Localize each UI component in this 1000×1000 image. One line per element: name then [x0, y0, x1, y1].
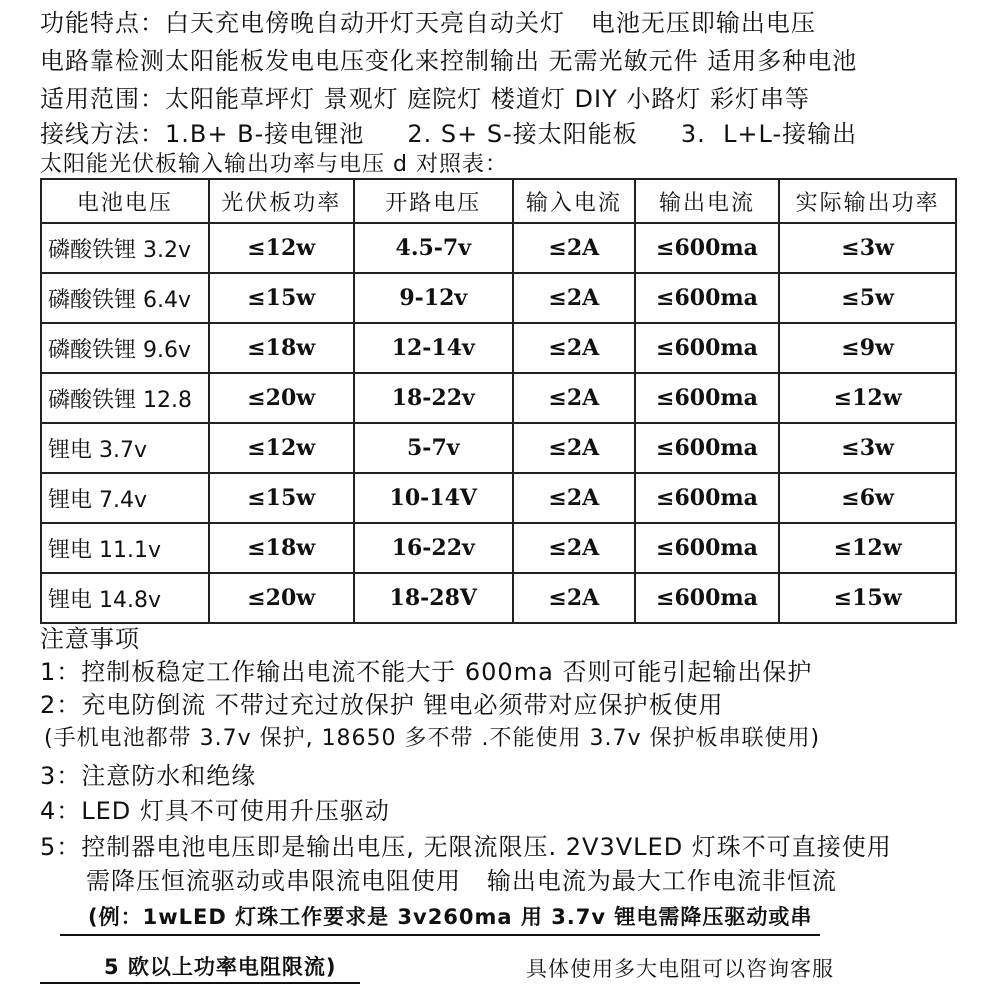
voltage-cell: 18-22v — [354, 373, 513, 423]
output-power-cell: ≤15w — [779, 573, 956, 623]
input-current-cell: ≤2A — [513, 273, 635, 323]
header-open-circuit-voltage: 开路电压 — [354, 179, 513, 223]
header-output-current: 输出电流 — [635, 179, 780, 223]
header-pv-power: 光伏板功率 — [209, 179, 354, 223]
voltage-cell: 9-12v — [354, 273, 513, 323]
input-current-cell: ≤2A — [513, 223, 635, 273]
table-row — [41, 373, 956, 423]
pv-power-cell: ≤12w — [209, 223, 354, 273]
note-4: 4：LED 灯具不可使用升压驱动 — [40, 797, 390, 825]
example-underline-1 — [60, 934, 820, 936]
note-2: 2：充电防倒流 不带过充过放保护 锂电必须带对应保护板使用 — [40, 691, 724, 719]
note-5-detail: 需降压恒流驱动或串限流电阻使用 输出电流为最大工作电流非恒流 — [86, 867, 837, 895]
table-row — [41, 223, 956, 273]
table-header-row — [41, 179, 956, 223]
output-power-cell: ≤12w — [779, 373, 956, 423]
table-row — [41, 273, 956, 323]
voltage-cell: 10-14V — [354, 473, 513, 523]
pv-power-cell: ≤20w — [209, 373, 354, 423]
table-caption: 太阳能光伏板输入输出功率与电压 d 对照表： — [40, 152, 508, 177]
table-row — [41, 423, 956, 473]
pv-power-cell: ≤15w — [209, 473, 354, 523]
header-input-current: 输入电流 — [513, 179, 635, 223]
output-current-cell: ≤600ma — [635, 423, 780, 473]
pv-power-cell: ≤12w — [209, 423, 354, 473]
features-line: 功能特点：白天充电傍晚自动开灯天亮自动关灯 电池无压即输出电压 — [40, 9, 816, 37]
circuit-description-line: 电路靠检测太阳能板发电电压变化来控制输出 无需光敏元件 适用多种电池 — [40, 47, 858, 75]
voltage-cell: 5-7v — [354, 423, 513, 473]
voltage-cell: 12-14v — [354, 323, 513, 373]
voltage-cell: 16-22v — [354, 523, 513, 573]
output-current-cell: ≤600ma — [635, 323, 780, 373]
battery-cell: 磷酸铁锂 3.2v — [41, 223, 209, 273]
battery-cell: 锂电 7.4v — [41, 473, 209, 523]
note-5: 5：控制器电池电压即是输出电压, 无限流限压. 2V3VLED 灯珠不可直接使用 — [40, 833, 892, 861]
battery-cell: 磷酸铁锂 9.6v — [41, 323, 209, 373]
output-current-cell: ≤600ma — [635, 273, 780, 323]
note-3: 3：注意防水和绝缘 — [40, 762, 257, 790]
output-power-cell: ≤3w — [779, 423, 956, 473]
input-current-cell: ≤2A — [513, 373, 635, 423]
output-power-cell: ≤5w — [779, 273, 956, 323]
note-2-detail: (手机电池都带 3.7v 保护, 18650 多不带 .不能使用 3.7v 保护板串联使用) — [44, 726, 821, 751]
battery-cell: 磷酸铁锂 6.4v — [41, 273, 209, 323]
table-row — [41, 473, 956, 523]
pv-power-cell: ≤18w — [209, 523, 354, 573]
input-current-cell: ≤2A — [513, 573, 635, 623]
output-current-cell: ≤600ma — [635, 523, 780, 573]
battery-cell: 锂电 11.1v — [41, 523, 209, 573]
pv-power-cell: ≤18w — [209, 323, 354, 373]
header-actual-output-power: 实际输出功率 — [779, 179, 956, 223]
notes-title: 注意事项 — [40, 625, 140, 653]
input-current-cell: ≤2A — [513, 523, 635, 573]
voltage-cell: 4.5-7v — [354, 223, 513, 273]
table-row — [41, 523, 956, 573]
input-current-cell: ≤2A — [513, 423, 635, 473]
note-1: 1：控制板稳定工作输出电流不能大于 600ma 否则可能引起输出保护 — [40, 658, 813, 686]
output-power-cell: ≤6w — [779, 473, 956, 523]
output-power-cell: ≤12w — [779, 523, 956, 573]
output-current-cell: ≤600ma — [635, 373, 780, 423]
application-scope-line: 适用范围：太阳能草坪灯 景观灯 庭院灯 楼道灯 DIY 小路灯 彩灯串等 — [40, 85, 810, 113]
table-row — [41, 323, 956, 373]
input-current-cell: ≤2A — [513, 323, 635, 373]
output-current-cell: ≤600ma — [635, 473, 780, 523]
battery-cell: 磷酸铁锂 12.8 — [41, 373, 209, 423]
output-power-cell: ≤9w — [779, 323, 956, 373]
battery-cell: 锂电 14.8v — [41, 573, 209, 623]
output-current-cell: ≤600ma — [635, 223, 780, 273]
header-battery-voltage: 电池电压 — [41, 179, 209, 223]
example-line-1: (例：1wLED 灯珠工作要求是 3v260ma 用 3.7v 锂电需降压驱动或串 — [88, 905, 813, 929]
battery-cell: 锂电 3.7v — [41, 423, 209, 473]
table-row — [41, 573, 956, 623]
output-power-cell: ≤3w — [779, 223, 956, 273]
example-underline-2 — [40, 982, 360, 984]
input-current-cell: ≤2A — [513, 473, 635, 523]
voltage-cell: 18-28V — [354, 573, 513, 623]
output-current-cell: ≤600ma — [635, 573, 780, 623]
power-voltage-table — [40, 178, 957, 624]
wiring-method-line: 接线方法：1.B+ B-接电锂池 2. S+ S-接太阳能板 3. L+L-接输出 — [40, 120, 858, 148]
pv-power-cell: ≤15w — [209, 273, 354, 323]
pv-power-cell: ≤20w — [209, 573, 354, 623]
contact-service-note: 具体使用多大电阻可以咨询客服 — [526, 957, 834, 981]
example-line-2: 5 欧以上功率电阻限流) — [104, 955, 337, 979]
